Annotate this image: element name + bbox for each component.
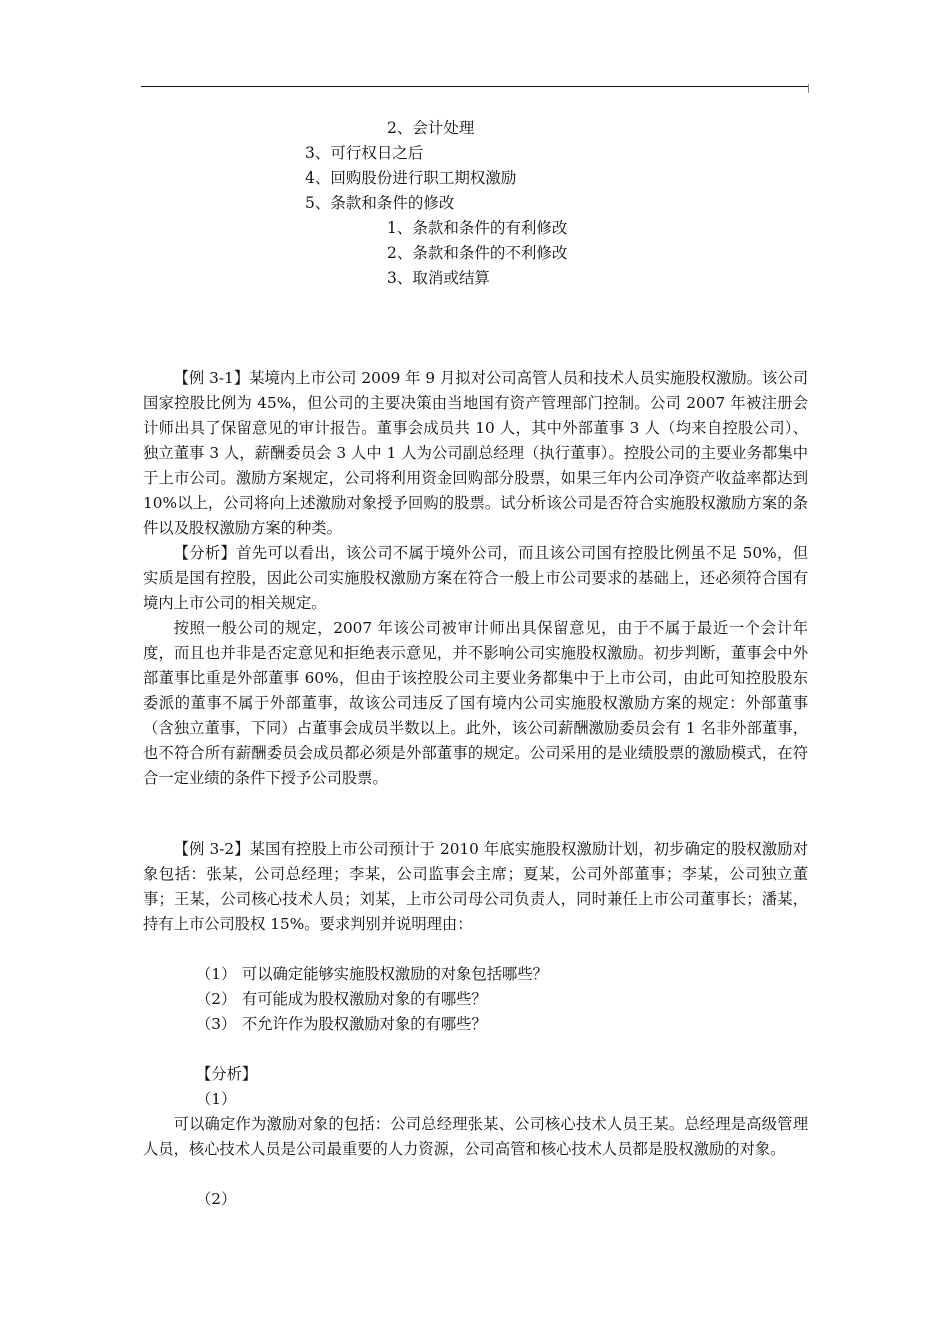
outline-item: 1、条款和条件的有利修改 bbox=[387, 219, 568, 237]
outline-item: 3、可行权日之后 bbox=[305, 144, 424, 162]
question-item: （1） 可以确定能够实施股权激励的对象包括哪些？ bbox=[196, 965, 548, 983]
header-rule bbox=[141, 86, 809, 87]
question-item: （3） 不允许作为股权激励对象的有哪些？ bbox=[196, 1015, 487, 1033]
example-3-1-analysis: 【分析】首先可以看出，该公司不属于境外公司，而且该公司国有控股比例虽不足 50%，但实质是国有控股，因此公司实施股权激励方案在符合一般上市公司要求的基础上，还必须符合国有境内上市公司的相关规定。 bbox=[143, 544, 808, 612]
example-3-2-problem: 【例 3-2】某国有控股上市公司预计于 2010 年底实施股权激励计划，初步确定的股权激励对象包括：张某，公司总经理；李某，公司监事会主席；夏某，公司外部董事；李某，公司独立董事；王某，公司核心技术人员；刘某，上市公司母公司负责人，同时兼任上市公司董事长；潘某，持有上市公司股权 15%。要求判别并说明理由： bbox=[143, 840, 808, 933]
outline-item: 5、条款和条件的修改 bbox=[305, 194, 455, 212]
example-3-1 bbox=[143, 366, 808, 791]
outline-item: 2、条款和条件的不利修改 bbox=[387, 244, 568, 262]
question-item: （2） 有可能成为股权激励对象的有哪些？ bbox=[196, 990, 487, 1008]
example-3-2 bbox=[143, 837, 808, 937]
example-3-1-analysis-cont: 按照一般公司的规定，2007 年该公司被审计师出具保留意见，由于不属于最近一个会计年度，而且也并非是否定意见和拒绝表示意见，并不影响公司实施股权激励。初步判断，董事会中外部董事比重是外部董事 60%，但由于该控股公司主要业务都集中于上市公司，由此可知控股股东委派的董事不属于外部董事，故该公司违反了国有境内公司实施股权激励方案的规定：外部董事（含独立董事，下同）占董事会成员半数以上。此外，该公司薪酬激励委员会有 1 名非外部董事，也不符合所有薪酬委员会成员都必须是外部董事的规定。公司采用的是业绩股票的激励模式，在符合一定业绩的条件下授予公司股票。 bbox=[143, 619, 808, 787]
analysis-heading: 【分析】 bbox=[196, 1065, 258, 1083]
outline-item: 2、会计处理 bbox=[387, 119, 475, 137]
outline-item: 3、取消或结算 bbox=[387, 269, 490, 287]
part-label: （2） bbox=[196, 1190, 237, 1208]
part-label: （1） bbox=[196, 1090, 237, 1108]
part-1-text: 可以确定作为激励对象的包括：公司总经理张某、公司核心技术人员王某。总经理是高级管理人员，核心技术人员是公司最重要的人力资源，公司高管和核心技术人员都是股权激励的对象。 bbox=[143, 1115, 808, 1158]
part-1-text-block bbox=[143, 1112, 808, 1162]
outline-item: 4、回购股份进行职工期权激励 bbox=[305, 169, 517, 187]
example-3-1-problem: 【例 3-1】某境内上市公司 2009 年 9 月拟对公司高管人员和技术人员实施股权激励。该公司国家控股比例为 45%，但公司的主要决策由当地国有资产管理部门控制。公司 2007 年被注册会计师出具了保留意见的审计报告。董事会成员共 10 人，其中外部董事 3 人（均来自控股公司）、独立董事 3 人，薪酬委员会 3 人中 1 人为公司副总经理（执行董事）。控股公司的主要业务都集中于上市公司。激励方案规定，公司将利用资金回购部分股票，如果三年内公司净资产收益率都达到 10%以上，公司将向上述激励对象授予回购的股票。试分析该公司是否符合实施股权激励方案的条件以及股权激励方案的种类。 bbox=[143, 369, 808, 537]
header-rule-tick bbox=[808, 84, 809, 93]
